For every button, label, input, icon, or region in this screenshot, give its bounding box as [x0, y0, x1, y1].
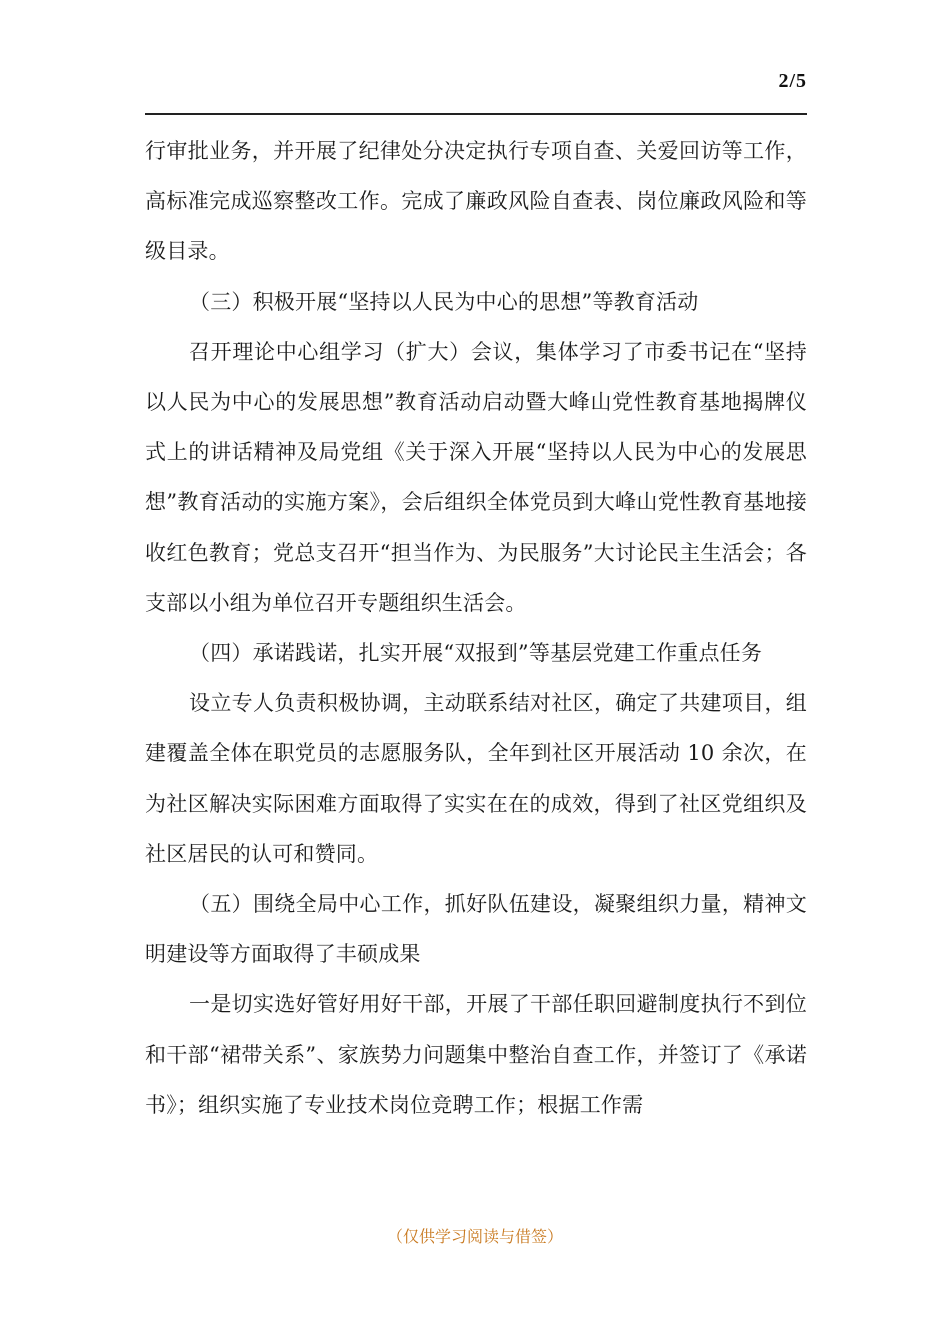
header-divider — [145, 113, 807, 115]
paragraph-section-4: 设立专人负责积极协调，主动联系结对社区，确定了共建项目，组建覆盖全体在职党员的志愿服务队，全年到社区开展活动 10 余次，在为社区解决实际困难方面取得了实实在在的成效，得到了社区党组织及社区居民的认可和赞同。 — [145, 691, 807, 866]
section-heading-5: （五）围绕全局中心工作，抓好队伍建设，凝聚组织力量，精神文明建设等方面取得了丰硕成果 — [145, 892, 807, 967]
paragraph-continued: 行审批业务，并开展了纪律处分决定执行专项自查、关爱回访等工作，高标准完成巡察整改工作。完成了廉政风险自查表、岗位廉政风险和等级目录。 — [145, 139, 807, 264]
page-number: 2/5 — [778, 70, 807, 92]
footer-note: （仅供学习阅读与借签） — [386, 1227, 563, 1246]
paragraph-section-3: 召开理论中心组学习（扩大）会议，集体学习了市委书记在“坚持以人民为中心的发展思想”教育活动启动暨大峰山党性教育基地揭牌仪式上的讲话精神及局党组《关于深入开展“坚持以人民为中心的发展思想”教育活动的实施方案》，会后组织全体党员到大峰山党性教育基地接收红色教育；党总支召开“担当作为、为民服务”大讨论民主生活会；各支部以小组为单位召开专题组织生活会。 — [145, 339, 807, 615]
document-body — [145, 126, 807, 1130]
section-heading-3: （三）积极开展“坚持以人民为中心的思想”等教育活动 — [189, 289, 699, 314]
paragraph-section-5: 一是切实选好管好用好干部，开展了干部任职回避制度执行不到位和干部“裙带关系”、家族势力问题集中整治自查工作，并签订了《承诺书》；组织实施了专业技术岗位竞聘工作；根据工作需 — [145, 992, 807, 1117]
section-heading-4: （四）承诺践诺，扎实开展“双报到”等基层党建工作重点任务 — [189, 641, 763, 666]
